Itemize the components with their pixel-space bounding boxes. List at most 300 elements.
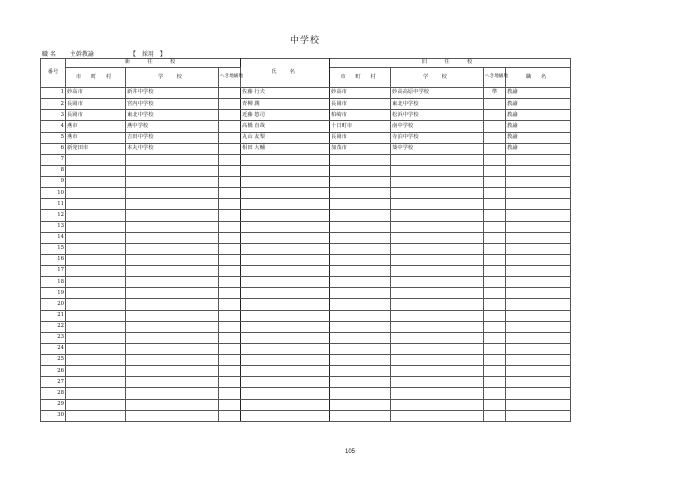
cell-number: 23 — [41, 332, 66, 343]
cell-old-remote — [484, 377, 506, 388]
cell-new-remote — [219, 154, 241, 165]
cell-new-school: 吉田中学校 — [126, 132, 219, 143]
cell-old-school — [391, 177, 484, 188]
cell-position — [506, 310, 571, 321]
cell-number: 19 — [41, 288, 66, 299]
cell-old-city — [330, 388, 391, 399]
table-row — [41, 188, 571, 199]
cell-new-city — [66, 343, 126, 354]
cell-number: 21 — [41, 310, 66, 321]
cell-old-city — [330, 232, 391, 243]
job-line — [42, 49, 166, 58]
cell-new-school — [126, 188, 219, 199]
cell-new-remote — [219, 121, 241, 132]
cell-old-remote — [484, 154, 506, 165]
header-new-school: 学 校 — [126, 68, 219, 88]
cell-old-city — [330, 321, 391, 332]
cell-old-city — [330, 210, 391, 221]
cell-old-school — [391, 366, 484, 377]
cell-new-school — [126, 343, 219, 354]
cell-number: 3 — [41, 110, 66, 121]
cell-new-remote — [219, 388, 241, 399]
cell-new-remote — [219, 299, 241, 310]
cell-new-school — [126, 388, 219, 399]
cell-old-school — [391, 288, 484, 299]
cell-number: 2 — [41, 99, 66, 110]
cell-position — [506, 355, 571, 366]
cell-position: 教諭 — [506, 88, 571, 99]
cell-name: 佐藤 行夫 — [241, 88, 330, 99]
cell-new-remote — [219, 366, 241, 377]
cell-position — [506, 299, 571, 310]
cell-new-school: 宮内中学校 — [126, 99, 219, 110]
cell-old-city — [330, 243, 391, 254]
cell-old-remote — [484, 299, 506, 310]
cell-old-city — [330, 266, 391, 277]
cell-new-city: 新発田市 — [66, 143, 126, 154]
cell-number: 25 — [41, 355, 66, 366]
cell-new-remote — [219, 288, 241, 299]
cell-position: 教諭 — [506, 99, 571, 110]
cell-old-school — [391, 355, 484, 366]
table-row — [41, 388, 571, 399]
cell-name — [241, 288, 330, 299]
cell-position — [506, 332, 571, 343]
cell-position — [506, 165, 571, 176]
cell-name — [241, 177, 330, 188]
cell-name — [241, 266, 330, 277]
cell-number: 28 — [41, 388, 66, 399]
table-row — [41, 132, 571, 143]
cell-position — [506, 388, 571, 399]
cell-new-remote — [219, 110, 241, 121]
cell-position — [506, 199, 571, 210]
table-row — [41, 88, 571, 99]
cell-old-city: 長岡市 — [330, 132, 391, 143]
cell-name — [241, 310, 330, 321]
cell-name — [241, 410, 330, 421]
cell-new-city — [66, 332, 126, 343]
cell-old-remote — [484, 221, 506, 232]
cell-old-city — [330, 288, 391, 299]
cell-new-city — [66, 299, 126, 310]
table-row — [41, 121, 571, 132]
cell-new-school — [126, 299, 219, 310]
cell-position — [506, 254, 571, 265]
table-row — [41, 266, 571, 277]
header-new-city: 市 町 村 — [66, 68, 126, 88]
cell-new-city — [66, 199, 126, 210]
cell-old-school — [391, 410, 484, 421]
cell-new-city — [66, 377, 126, 388]
cell-position — [506, 399, 571, 410]
cell-old-school: 南中学校 — [391, 121, 484, 132]
cell-old-remote — [484, 399, 506, 410]
table-row — [41, 332, 571, 343]
cell-new-school — [126, 399, 219, 410]
table-row — [41, 277, 571, 288]
cell-number: 24 — [41, 343, 66, 354]
cell-old-remote — [484, 121, 506, 132]
cell-old-remote: 準 — [484, 88, 506, 99]
cell-old-city — [330, 355, 391, 366]
table-row — [41, 410, 571, 421]
cell-name — [241, 355, 330, 366]
cell-position — [506, 243, 571, 254]
table-row — [41, 321, 571, 332]
cell-new-remote — [219, 221, 241, 232]
cell-old-city — [330, 221, 391, 232]
cell-old-remote — [484, 410, 506, 421]
header-no: 番号 — [41, 59, 66, 88]
cell-old-city: 柏崎市 — [330, 110, 391, 121]
job-value: 主幹教諭 — [69, 51, 94, 58]
cell-new-remote — [219, 377, 241, 388]
cell-number: 11 — [41, 199, 66, 210]
cell-old-remote — [484, 188, 506, 199]
cell-new-school: 東北中学校 — [126, 110, 219, 121]
table-row — [41, 110, 571, 121]
cell-new-school — [126, 210, 219, 221]
cell-new-remote — [219, 88, 241, 99]
table-row — [41, 99, 571, 110]
cell-new-city — [66, 232, 126, 243]
cell-new-school — [126, 366, 219, 377]
table-row — [41, 165, 571, 176]
cell-old-city — [330, 299, 391, 310]
cell-number: 27 — [41, 377, 66, 388]
cell-new-city: 長岡市 — [66, 99, 126, 110]
cell-new-city: 燕市 — [66, 132, 126, 143]
cell-new-remote — [219, 99, 241, 110]
table-row — [41, 232, 571, 243]
cell-old-school — [391, 199, 484, 210]
cell-old-remote — [484, 199, 506, 210]
cell-name — [241, 399, 330, 410]
table-row — [41, 377, 571, 388]
cell-old-remote — [484, 232, 506, 243]
cell-old-city — [330, 188, 391, 199]
cell-old-remote — [484, 388, 506, 399]
cell-number: 4 — [41, 121, 66, 132]
cell-old-school — [391, 154, 484, 165]
table-row — [41, 288, 571, 299]
cell-old-city — [330, 154, 391, 165]
cell-new-school — [126, 321, 219, 332]
cell-position — [506, 154, 571, 165]
cell-new-city — [66, 399, 126, 410]
cell-old-remote — [484, 110, 506, 121]
cell-new-school — [126, 199, 219, 210]
cell-old-school — [391, 165, 484, 176]
table-row — [41, 254, 571, 265]
cell-position — [506, 221, 571, 232]
cell-number: 17 — [41, 266, 66, 277]
cell-old-remote — [484, 343, 506, 354]
cell-new-remote — [219, 332, 241, 343]
cell-new-remote — [219, 410, 241, 421]
table-row — [41, 210, 571, 221]
cell-new-city: 燕市 — [66, 121, 126, 132]
cell-old-city — [330, 399, 391, 410]
cell-new-school — [126, 288, 219, 299]
cell-new-school — [126, 377, 219, 388]
header-old-remote: へき地級地 — [484, 68, 506, 88]
cell-new-city — [66, 210, 126, 221]
cell-old-school — [391, 277, 484, 288]
header-name: 氏 名 — [241, 59, 330, 88]
cell-name: 高橋 直哉 — [241, 121, 330, 132]
cell-number: 6 — [41, 143, 66, 154]
table-row — [41, 399, 571, 410]
cell-number: 22 — [41, 321, 66, 332]
header-old-school: 学 校 — [391, 68, 484, 88]
cell-position — [506, 177, 571, 188]
cell-number: 5 — [41, 132, 66, 143]
cell-old-school: 東北中学校 — [391, 99, 484, 110]
cell-new-school — [126, 310, 219, 321]
cell-number: 20 — [41, 299, 66, 310]
cell-new-city — [66, 310, 126, 321]
cell-old-city: 加茂市 — [330, 143, 391, 154]
cell-new-remote — [219, 277, 241, 288]
cell-old-school — [391, 210, 484, 221]
cell-position: 教諭 — [506, 110, 571, 121]
table-row — [41, 299, 571, 310]
cell-number: 8 — [41, 165, 66, 176]
cell-new-remote — [219, 310, 241, 321]
cell-new-school — [126, 221, 219, 232]
header-new-remote: へき地級地 — [219, 68, 241, 88]
cell-new-school: 本丸中学校 — [126, 143, 219, 154]
cell-old-remote — [484, 355, 506, 366]
cell-old-remote — [484, 288, 506, 299]
cell-old-school — [391, 221, 484, 232]
cell-new-remote — [219, 210, 241, 221]
cell-new-school — [126, 232, 219, 243]
cell-new-city — [66, 154, 126, 165]
cell-new-remote — [219, 321, 241, 332]
table-row — [41, 154, 571, 165]
cell-name — [241, 332, 330, 343]
cell-name — [241, 232, 330, 243]
cell-position — [506, 410, 571, 421]
cell-new-remote — [219, 266, 241, 277]
cell-old-city — [330, 165, 391, 176]
cell-name — [241, 243, 330, 254]
cell-old-remote — [484, 277, 506, 288]
cell-name — [241, 321, 330, 332]
cell-old-school — [391, 188, 484, 199]
cell-name — [241, 154, 330, 165]
cell-position — [506, 266, 571, 277]
cell-name — [241, 343, 330, 354]
cell-old-remote — [484, 310, 506, 321]
cell-new-city — [66, 165, 126, 176]
cell-new-city — [66, 188, 126, 199]
cell-new-city — [66, 388, 126, 399]
cell-number: 18 — [41, 277, 66, 288]
cell-new-city — [66, 366, 126, 377]
cell-new-remote — [219, 132, 241, 143]
cell-name — [241, 388, 330, 399]
page-title: 中学校 — [289, 36, 320, 46]
cell-old-city — [330, 254, 391, 265]
cell-new-city — [66, 177, 126, 188]
cell-number: 7 — [41, 154, 66, 165]
cell-name — [241, 165, 330, 176]
cell-new-school — [126, 410, 219, 421]
cell-new-city — [66, 266, 126, 277]
table-row — [41, 310, 571, 321]
cell-name — [241, 277, 330, 288]
cell-position — [506, 210, 571, 221]
cell-number: 1 — [41, 88, 66, 99]
table-row — [41, 221, 571, 232]
cell-old-city — [330, 310, 391, 321]
cell-old-school: 妙高高原中学校 — [391, 88, 484, 99]
cell-old-remote — [484, 332, 506, 343]
cell-old-city: 妙高市 — [330, 88, 391, 99]
cell-name: 青柳 潤 — [241, 99, 330, 110]
cell-new-remote — [219, 355, 241, 366]
cell-new-city: 長岡市 — [66, 110, 126, 121]
cell-old-school: 葵中学校 — [391, 143, 484, 154]
cell-number: 13 — [41, 221, 66, 232]
cell-old-city: 十日町市 — [330, 121, 391, 132]
cell-new-school: 新井中学校 — [126, 88, 219, 99]
cell-new-remote — [219, 399, 241, 410]
cell-new-school — [126, 277, 219, 288]
cell-position — [506, 377, 571, 388]
cell-position: 教諭 — [506, 132, 571, 143]
cell-old-school — [391, 332, 484, 343]
table-row — [41, 366, 571, 377]
cell-old-remote — [484, 321, 506, 332]
cell-old-remote — [484, 366, 506, 377]
cell-old-remote — [484, 132, 506, 143]
table-row — [41, 143, 571, 154]
cell-old-remote — [484, 254, 506, 265]
cell-name: 近藤 悠司 — [241, 110, 330, 121]
cell-new-remote — [219, 232, 241, 243]
cell-old-remote — [484, 165, 506, 176]
page-number: 105 — [344, 449, 355, 455]
cell-old-school: 松浜中学校 — [391, 110, 484, 121]
cell-new-school — [126, 165, 219, 176]
cell-old-city — [330, 199, 391, 210]
cell-old-city: 長岡市 — [330, 99, 391, 110]
cell-number: 15 — [41, 243, 66, 254]
cell-position — [506, 366, 571, 377]
cell-new-remote — [219, 199, 241, 210]
cell-new-school — [126, 177, 219, 188]
cell-new-city — [66, 243, 126, 254]
cell-old-school — [391, 243, 484, 254]
cell-old-city — [330, 332, 391, 343]
cell-new-city — [66, 410, 126, 421]
cell-name — [241, 210, 330, 221]
personnel-table — [40, 58, 571, 422]
table-row — [41, 355, 571, 366]
table-row — [41, 199, 571, 210]
cell-new-city — [66, 321, 126, 332]
cell-position: 教諭 — [506, 143, 571, 154]
cell-old-school — [391, 266, 484, 277]
cell-new-remote — [219, 254, 241, 265]
cell-old-remote — [484, 243, 506, 254]
header-new-school-group: 新 任 校 — [66, 59, 241, 68]
cell-name: 丸山 友梨 — [241, 132, 330, 143]
cell-old-city — [330, 277, 391, 288]
cell-name — [241, 377, 330, 388]
cell-number: 26 — [41, 366, 66, 377]
cell-number: 16 — [41, 254, 66, 265]
cell-position — [506, 288, 571, 299]
cell-new-school — [126, 355, 219, 366]
job-label: 職 名 — [42, 51, 56, 58]
cell-number: 30 — [41, 410, 66, 421]
cell-new-school — [126, 243, 219, 254]
cell-name — [241, 299, 330, 310]
cell-old-school — [391, 377, 484, 388]
cell-new-remote — [219, 243, 241, 254]
cell-position — [506, 321, 571, 332]
cell-new-city — [66, 254, 126, 265]
cell-new-remote — [219, 143, 241, 154]
cell-old-remote — [484, 177, 506, 188]
cell-old-school — [391, 299, 484, 310]
cell-new-school: 燕中学校 — [126, 121, 219, 132]
cell-position — [506, 188, 571, 199]
cell-name — [241, 254, 330, 265]
table-row — [41, 177, 571, 188]
cell-new-remote — [219, 177, 241, 188]
cell-old-school — [391, 321, 484, 332]
table-row — [41, 243, 571, 254]
cell-number: 9 — [41, 177, 66, 188]
cell-position — [506, 343, 571, 354]
cell-old-remote — [484, 210, 506, 221]
cell-new-school — [126, 254, 219, 265]
header-old-city: 市 町 村 — [330, 68, 391, 88]
cell-old-school: 寺泊中学校 — [391, 132, 484, 143]
cell-new-school — [126, 266, 219, 277]
cell-old-school — [391, 232, 484, 243]
cell-new-school — [126, 332, 219, 343]
cell-new-school — [126, 154, 219, 165]
cell-position — [506, 277, 571, 288]
cell-old-remote — [484, 266, 506, 277]
cell-name — [241, 199, 330, 210]
table-row — [41, 343, 571, 354]
cell-old-school — [391, 399, 484, 410]
cell-old-remote — [484, 99, 506, 110]
cell-new-city — [66, 221, 126, 232]
header-position: 職 名 — [506, 68, 571, 88]
job-category: 【 採用 】 — [129, 51, 166, 58]
cell-new-remote — [219, 343, 241, 354]
cell-old-city — [330, 377, 391, 388]
cell-old-remote — [484, 143, 506, 154]
cell-old-school — [391, 254, 484, 265]
header-old-school-group: 旧 任 校 — [330, 59, 571, 68]
cell-old-city — [330, 343, 391, 354]
cell-old-city — [330, 410, 391, 421]
cell-new-city — [66, 277, 126, 288]
cell-number: 12 — [41, 210, 66, 221]
cell-number: 14 — [41, 232, 66, 243]
